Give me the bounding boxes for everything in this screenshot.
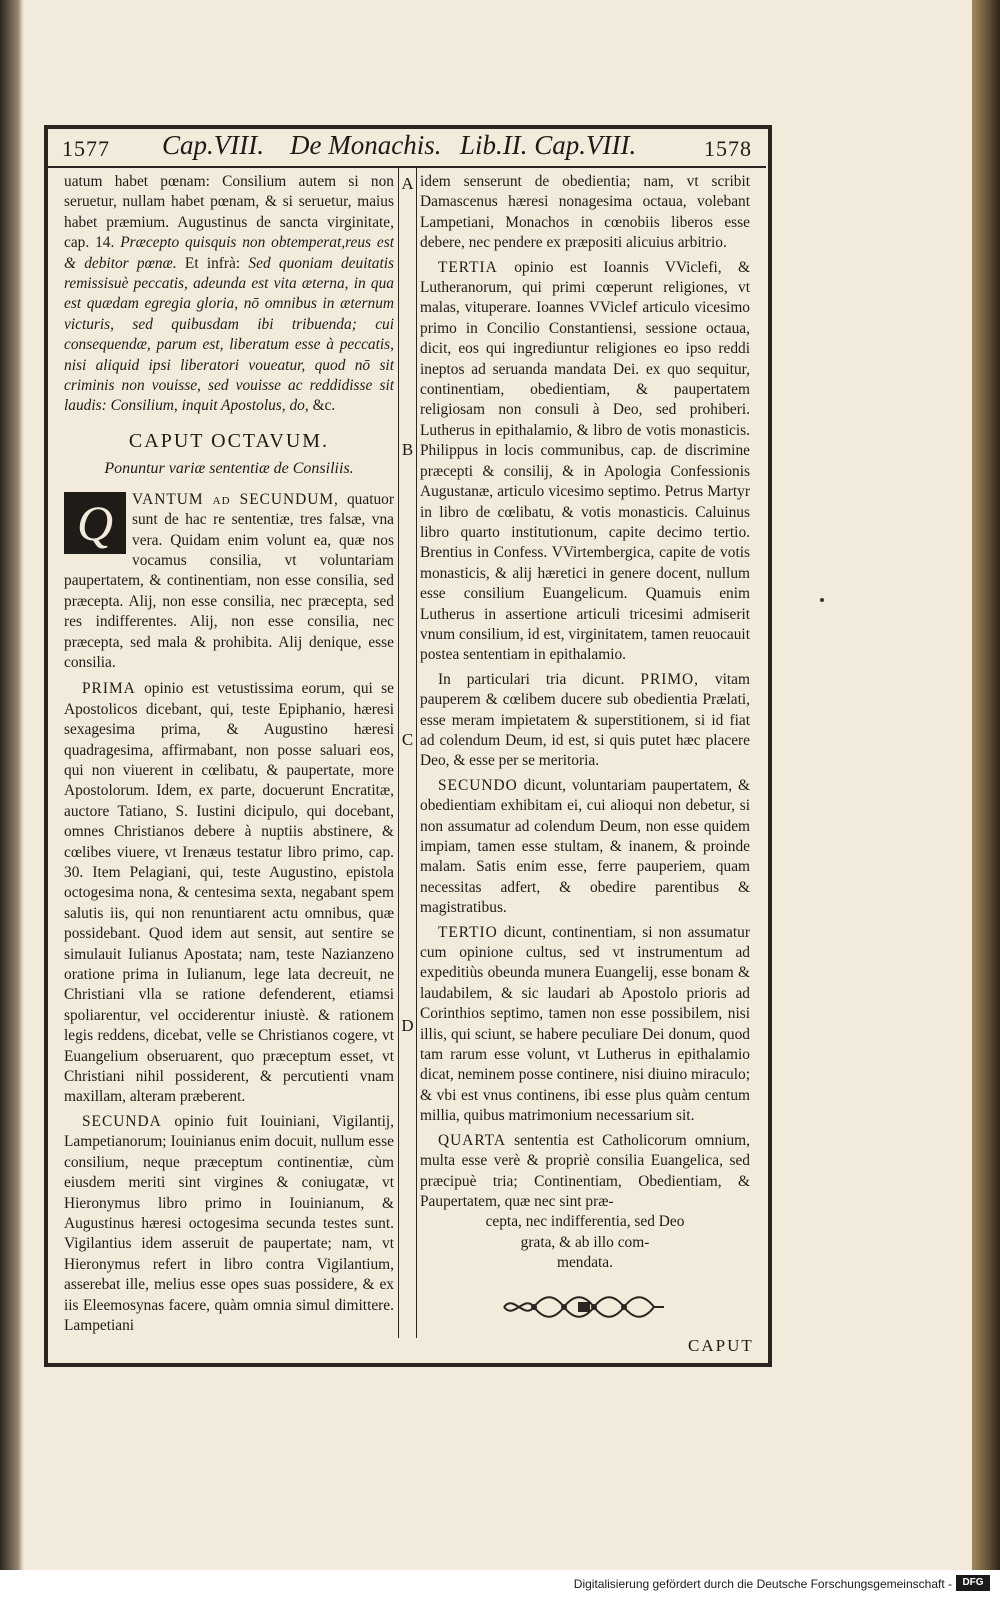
- margin-letter-a: A: [401, 174, 414, 193]
- page-number-left: 1577: [62, 136, 110, 161]
- running-header: [62, 130, 752, 166]
- left-column: [64, 172, 394, 1336]
- closing-line: cepta, nec indifferentia, sed Deo: [485, 1213, 685, 1231]
- footer-credit: Digitalisierung gefördert durch die Deutsche Forschungsgemeinschaft -: [573, 1577, 952, 1591]
- chapter-title: CAPUT OCTAVUM.: [128, 429, 330, 452]
- page-edges: [972, 0, 1000, 1570]
- margin-letter-b: B: [401, 440, 414, 459]
- right-column: [420, 172, 750, 1274]
- spine-shadow: [0, 0, 24, 1570]
- paragraph: idem senserunt de obedientia; nam, vt scribit Damascenus hæresi nonagesima octaua, volebant Lampetiani, Monachos in cœnobiis liberos esse debere, nec pendere ex præpositi alicuius arbitrio.: [420, 173, 750, 252]
- column-divider: [416, 168, 417, 1338]
- ink-spot: [820, 598, 824, 602]
- ornament-icon: [500, 1292, 668, 1322]
- header-rule: [46, 166, 766, 168]
- running-title: De Monachis.: [290, 130, 442, 160]
- paragraph: SECUNDA opinio fuit Iouiniani, Vigilantij, Lampetianorum; Iouinianus enim docuit, nullum esse consilium, neque præceptum continentiæ, cùm eiusdem meriti sint virgines & coniugatæ, vt Hieronymus libro primo in Iouinianum, & Augustinus hæresi octogesima secunda testes sunt. Vigilantius idem asseruit de paupertate; nam, vt Hieronymus refert in libro contra Vigilantium, asserebat ille, melius esse opes suas possidere, & ex iis Eleemosynas facere, quàm omnia simul dimittere. Lampetiani: [64, 1112, 394, 1334]
- margin-letter-d: D: [401, 1016, 414, 1035]
- paragraph: QUARTA sententia est Catholicorum omnium, multa esse verè & propriè consilia Euangelica, sed præcipuè tria; Continentiam, Obedientiam, & Paupertatem, quæ nec sint præ-: [420, 1131, 750, 1210]
- book-chapter: Lib.II. Cap.VIII.: [460, 130, 637, 160]
- page-number-right: 1578: [704, 136, 752, 161]
- closing-line: grata, & ab illo com-: [520, 1233, 650, 1251]
- margin-letter-c: C: [401, 730, 414, 749]
- decorated-initial: Q: [64, 492, 126, 554]
- paragraph: Q VANTUM ad SECUNDUM, quatuor sunt de hac re sententiæ, tres falsæ, vna vera. Quidam enim volunt ea, quæ nos vocamus consilia, vt voluntariam paupertatem, & continentiam, non esse consilia, sed præcepta. Alij, non esse consilia, nec præcepta, sed res indifferentes. Alij, non esse consilia, nec præcepta, sed mala & prohibita. Alij denique, esse consilia.: [64, 490, 394, 671]
- paragraph: SECUNDO dicunt, voluntariam paupertatem, & obedientiam exhibitam ei, cui alioqui non debetur, si non assumatur ad colendum Deum, non esse quidem impiam, tamen esse stultam, & inanem, & proinde malam. Satis enim esse, ferre pauperiem, quam necessitas adfert, & obedire parentibus & magistratibus.: [420, 776, 750, 917]
- paragraph: In particulari tria dicunt. PRIMO, vitam pauperem & cœlibem ducere sub obedientia Prælati, esse meram impietatem & superstitionem, si id fiat ad colendum Deum, id est, si quis putet hæc placere Deo, & esse per se meritoria.: [420, 670, 750, 770]
- paragraph: TERTIA opinio est Ioannis VViclefi, & Lutheranorum, qui primi cœperunt religiones, vt malas, vituperare. Ioannes VViclef articulo vicesimo primo in Concilio Constantiensi, sessione octaua, dicit, eos qui ingrediuntur religiones eo ipso reddi ineptos ad seruanda mandata Dei. ex quo sequitur, continentiam, obedientiam, & paupertatem religiosam non consuli à Deo, sed prohiberi. Lutherus in epithalamio, & libro de votis monasticis. Philippus in locis communibus, cap. de discrimine præcepti & consilij, & in Apologia Confessionis Augustanæ, articulo vicesimo septimo. Petrus Martyr in libro de cœlibatu, & votis monasticis. Caluinus libro quarto institutionum, capite decimo tertio. Brentius in Confess. VVirtembergica, capite de votis monasticis, & alij hæretici in genere docent, nullum esse consilium Euangelicum. Quamuis enim Lutherus in assertione articuli tricesimi admiserit vnum consilium, id est, virginitatem, tamen reuocauit postea sententiam in epithalamio.: [420, 258, 750, 664]
- paragraph: PRIMA opinio est vetustissima eorum, qui se Apostolicos dicebant, qui, teste Epiphanio, hæresi sexagesima prima, & Augustino hæresi quadragesima, affirmabant, non posse saluari eos, qui non viuerent in cœlibatu, & paupertate, more Apostolorum. Idem, ex parte, docuerunt Encratitæ, auctore Tatiano, S. Iustini dicipulo, qui docebant, omnes Christianos debere à nuptiis abstinere, & cœlibes viuere, vt Irenæus testatur libro primo, cap. 30. Item Pelagiani, qui, teste Augustino, epistola octogesima nona, & centesima sexta, negabant spem salutis iis, qui non renuntiarent actu omnibus, quæ possidebant. Quod idem aut sensit, aut sentire se simulauit Iulianus Apostata; nam, teste Nazianzeno oratione prima in Iulianum, lege lata decreuit, ne Christiani vlla se ratione defenderent, etiamsi spoliarentur, vel occiderentur iniustè. & rationem legis reddens, dicebat, velle se Christianos cogere, vt Euangelium obseruarent, quo præceptum esset, vt Christiani nihil possiderent, & percutienti vnam maxillam, alteram præberent.: [64, 680, 394, 1106]
- paragraph: uatum habet pœnam: Consilium autem si non seruetur, nullam habet pœnam, & si seruetur, maius habet præmium. Augustinus de sancta virginitate, cap. 14. Præcepto quisquis non obtemperat,reus est & debitor pœnæ. Et infrà: Sed quoniam deuitatis remissisuè peccatis, adeunda est vita æterna, in qua est quædam egregia gloria, nō omnibus in æternum victuris, sed quibusdam ibi tribuenda; cui consequendæ, parum est, liberatum esse à peccatis, nisi aliquid ipsi liberatori voueatur, quod nō sit criminis non vouisse, sed vouisse ac reddidisse sit laudis: Consilium, inquit Apostolus, do, &c.: [64, 173, 394, 415]
- chapter-subtitle: Ponuntur variæ sententiæ de Consiliis.: [104, 460, 354, 478]
- chapter-left: Cap.VIII.: [162, 130, 264, 160]
- column-divider: [398, 168, 399, 1338]
- closing-line: mendata.: [557, 1254, 613, 1272]
- catchword: CAPUT: [688, 1336, 754, 1355]
- paragraph: TERTIO dicunt, continentiam, si non assumatur cum opinione cultus, sed vt instrumentum ad expeditiùs obeunda munera Euangelij, esse bonam & laudabilem, & sic laudari ab Apostolo prioris ad Corinthios septimo, tamen non esse possibilem, nisi illis, qui sciunt, se habere peculiare Dei donum, quod tam rarum esse volunt, vt Lutherus in epithalamio dicat, neminem posse continere, nisi diuino miraculo; & vbi est vnus continens, ibi esse plus quàm centum millia, quibus matrimonium necessarium sit.: [420, 923, 750, 1125]
- dfg-logo: DFG: [956, 1575, 990, 1591]
